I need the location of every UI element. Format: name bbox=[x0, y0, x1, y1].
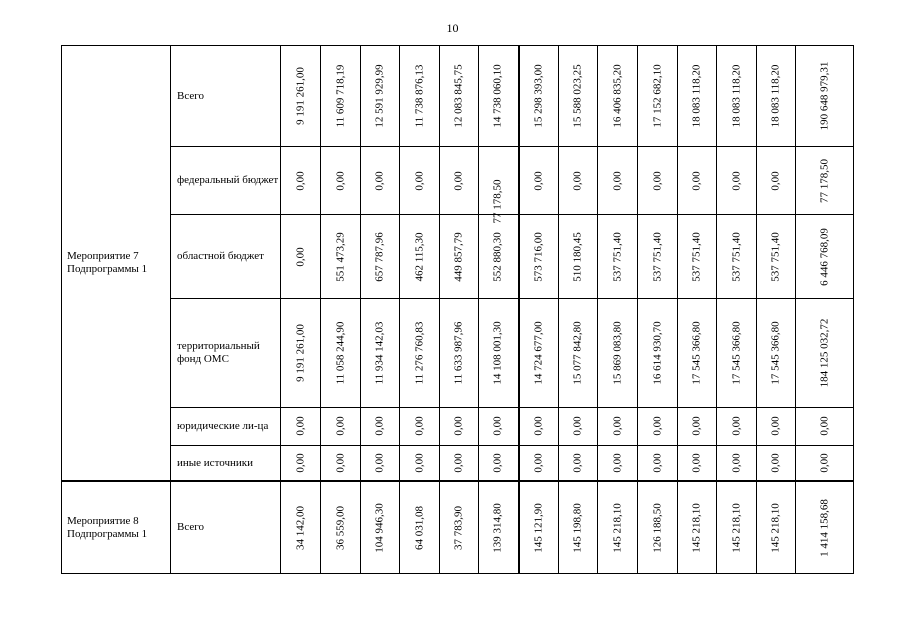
value-text: 77 178,50 bbox=[818, 158, 830, 203]
value-cell bbox=[598, 481, 638, 573]
value-text: 11 934 142,03 bbox=[373, 321, 386, 385]
value-cell bbox=[519, 445, 559, 481]
value-text: 145 218,10 bbox=[611, 502, 623, 553]
value-cell bbox=[598, 215, 638, 299]
value-cell bbox=[638, 147, 678, 215]
value-cell bbox=[479, 215, 519, 299]
value-cell bbox=[796, 407, 854, 445]
value-cell bbox=[440, 407, 479, 445]
value-text: 0,00 bbox=[690, 171, 703, 191]
value-cell bbox=[638, 215, 678, 299]
value-text: 537 751,40 bbox=[690, 232, 703, 282]
value-text: 15 588 023,25 bbox=[571, 64, 584, 128]
value-text: 0,00 bbox=[532, 453, 545, 473]
value-text: 657 787,96 bbox=[373, 232, 386, 282]
value-text: 17 152 682,10 bbox=[651, 64, 663, 128]
value-cell bbox=[757, 481, 796, 573]
value-text: 0,00 bbox=[611, 171, 623, 191]
value-cell bbox=[321, 445, 361, 481]
value-cell bbox=[361, 299, 400, 407]
value-text: 190 648 979,31 bbox=[818, 61, 830, 131]
value-text: 18 083 118,20 bbox=[690, 64, 703, 128]
value-cell bbox=[519, 215, 559, 299]
value-cell bbox=[678, 407, 717, 445]
value-text: 0,00 bbox=[818, 453, 830, 473]
value-cell bbox=[440, 147, 479, 215]
value-cell bbox=[400, 299, 440, 407]
table-row bbox=[62, 481, 854, 573]
value-cell bbox=[717, 445, 757, 481]
value-text: 573 716,00 bbox=[532, 232, 545, 282]
value-cell bbox=[321, 215, 361, 299]
value-cell bbox=[638, 445, 678, 481]
value-text: 15 298 393,00 bbox=[532, 64, 545, 128]
value-text: 0,00 bbox=[730, 453, 742, 473]
value-text: 34 142,00 bbox=[294, 505, 306, 550]
value-cell bbox=[281, 299, 321, 407]
value-text: 552 880,30 bbox=[491, 232, 504, 282]
value-text: 0,00 bbox=[571, 453, 584, 473]
value-text: 17 545 366,80 bbox=[769, 321, 782, 385]
value-text: 0,00 bbox=[651, 416, 663, 436]
value-cell bbox=[638, 299, 678, 407]
value-cell bbox=[559, 299, 598, 407]
table-row bbox=[62, 407, 854, 445]
value-text: 510 180,45 bbox=[571, 232, 584, 282]
value-text: 0,00 bbox=[373, 453, 386, 473]
value-cell bbox=[757, 215, 796, 299]
value-cell bbox=[440, 445, 479, 481]
value-text: 0,00 bbox=[769, 453, 782, 473]
funding-source-cell: федеральный бюджет bbox=[171, 147, 281, 215]
value-text: 145 218,10 bbox=[690, 502, 703, 553]
value-text: 0,00 bbox=[532, 416, 545, 436]
value-text: 11 058 244,90 bbox=[334, 321, 346, 385]
value-cell bbox=[519, 407, 559, 445]
funding-source-cell: юридические ли-ца bbox=[171, 407, 281, 445]
value-cell bbox=[479, 481, 519, 573]
value-text: 0,00 bbox=[491, 453, 504, 473]
value-text: 126 188,50 bbox=[651, 502, 663, 553]
value-cell bbox=[598, 147, 638, 215]
value-text: 0,00 bbox=[491, 416, 504, 436]
value-text: 0,00 bbox=[413, 171, 425, 191]
value-text: 0,00 bbox=[373, 416, 386, 436]
value-text: 0,00 bbox=[413, 416, 425, 436]
value-cell bbox=[281, 215, 321, 299]
value-text: 1 414 158,68 bbox=[818, 498, 830, 557]
value-text: 0,00 bbox=[651, 171, 663, 191]
funding-source-cell: Всего bbox=[171, 481, 281, 573]
value-text: 12 591 929,99 bbox=[373, 64, 386, 128]
value-cell bbox=[717, 481, 757, 573]
value-cell bbox=[598, 407, 638, 445]
value-cell bbox=[678, 147, 717, 215]
value-text: 18 083 118,20 bbox=[769, 64, 782, 128]
value-text: 0,00 bbox=[611, 416, 623, 436]
value-cell bbox=[598, 46, 638, 147]
value-cell bbox=[440, 481, 479, 573]
value-text: 0,00 bbox=[413, 453, 425, 473]
value-text: 0,00 bbox=[690, 416, 703, 436]
page-number: 10 bbox=[446, 21, 459, 35]
value-cell bbox=[361, 407, 400, 445]
value-text: 11 738 876,13 bbox=[413, 64, 425, 128]
value-cell bbox=[757, 299, 796, 407]
value-text: 0,00 bbox=[373, 171, 386, 191]
value-cell bbox=[400, 46, 440, 147]
value-text: 0,00 bbox=[334, 416, 346, 436]
value-cell bbox=[361, 147, 400, 215]
value-text: 18 083 118,20 bbox=[730, 64, 742, 128]
value-text: 0,00 bbox=[571, 416, 584, 436]
value-cell bbox=[479, 147, 519, 224]
value-cell bbox=[281, 46, 321, 147]
value-text: 537 751,40 bbox=[611, 232, 623, 282]
value-text: 14 108 001,30 bbox=[491, 321, 504, 385]
value-text: 0,00 bbox=[651, 453, 663, 473]
value-cell bbox=[757, 407, 796, 445]
value-text: 11 633 987,96 bbox=[452, 321, 465, 385]
value-cell bbox=[796, 445, 854, 481]
value-text: 0,00 bbox=[294, 247, 306, 267]
value-cell bbox=[796, 215, 854, 299]
value-text: 16 614 930,70 bbox=[651, 321, 663, 385]
value-cell bbox=[440, 299, 479, 407]
value-cell bbox=[796, 46, 854, 147]
value-cell bbox=[559, 46, 598, 147]
value-text: 36 559,00 bbox=[334, 505, 346, 550]
value-cell bbox=[400, 445, 440, 481]
value-text: 15 077 842,80 bbox=[571, 321, 584, 385]
value-text: 12 083 845,75 bbox=[452, 64, 465, 128]
value-cell bbox=[678, 481, 717, 573]
value-cell bbox=[361, 46, 400, 147]
value-cell bbox=[678, 46, 717, 147]
value-cell bbox=[757, 147, 796, 215]
value-text: 77 178,50 bbox=[491, 179, 504, 224]
value-cell bbox=[321, 299, 361, 407]
value-cell bbox=[321, 481, 361, 573]
value-text: 462 115,30 bbox=[413, 232, 425, 282]
value-text: 537 751,40 bbox=[769, 232, 782, 282]
value-text: 0,00 bbox=[334, 171, 346, 191]
value-text: 17 545 366,80 bbox=[690, 321, 703, 385]
value-cell bbox=[519, 46, 559, 147]
value-text: 0,00 bbox=[294, 416, 306, 436]
value-cell bbox=[281, 445, 321, 481]
value-cell bbox=[598, 445, 638, 481]
value-text: 14 724 677,00 bbox=[532, 321, 545, 385]
value-text: 0,00 bbox=[611, 453, 623, 473]
value-cell bbox=[638, 407, 678, 445]
value-cell bbox=[321, 147, 361, 215]
funding-source-cell: иные источники bbox=[171, 445, 281, 481]
value-cell bbox=[281, 147, 321, 215]
value-text: 449 857,79 bbox=[452, 232, 465, 282]
value-text: 0,00 bbox=[769, 171, 782, 191]
value-text: 17 545 366,80 bbox=[730, 321, 742, 385]
event-name-cell: Мероприятие 7 Подпрограммы 1 bbox=[62, 46, 171, 482]
value-cell bbox=[717, 299, 757, 407]
value-cell bbox=[796, 481, 854, 573]
value-cell bbox=[400, 407, 440, 445]
value-cell bbox=[638, 46, 678, 147]
value-text: 537 751,40 bbox=[730, 232, 742, 282]
value-cell bbox=[757, 445, 796, 481]
value-text: 0,00 bbox=[690, 453, 703, 473]
value-text: 184 125 032,72 bbox=[818, 318, 830, 388]
value-text: 0,00 bbox=[452, 453, 465, 473]
value-text: 15 869 083,80 bbox=[611, 321, 623, 385]
value-cell bbox=[717, 215, 757, 299]
value-text: 0,00 bbox=[730, 416, 742, 436]
value-cell bbox=[479, 445, 519, 481]
value-cell bbox=[717, 147, 757, 215]
value-text: 104 946,30 bbox=[373, 502, 386, 553]
value-cell bbox=[796, 299, 854, 407]
funding-source-cell: областной бюджет bbox=[171, 215, 281, 299]
value-cell bbox=[519, 481, 559, 573]
value-text: 16 406 835,20 bbox=[611, 64, 623, 128]
value-text: 37 783,90 bbox=[452, 505, 465, 550]
budget-table bbox=[61, 45, 854, 574]
value-cell bbox=[796, 147, 854, 215]
value-text: 0,00 bbox=[818, 416, 830, 436]
table-row bbox=[62, 299, 854, 407]
value-cell bbox=[519, 299, 559, 407]
value-cell bbox=[559, 147, 598, 215]
event-name-cell: Мероприятие 8 Подпрограммы 1 bbox=[62, 481, 171, 573]
value-cell bbox=[400, 481, 440, 573]
value-cell bbox=[440, 46, 479, 147]
value-cell bbox=[479, 299, 519, 407]
value-text: 0,00 bbox=[571, 171, 584, 191]
value-text: 145 198,80 bbox=[571, 502, 584, 553]
value-cell bbox=[361, 445, 400, 481]
value-text: 0,00 bbox=[294, 171, 306, 191]
value-text: 14 738 060,10 bbox=[491, 64, 504, 128]
value-text: 145 218,10 bbox=[730, 502, 742, 553]
value-cell bbox=[717, 46, 757, 147]
value-cell bbox=[479, 407, 519, 445]
funding-source-cell: территориальный фонд ОМС bbox=[171, 299, 281, 407]
value-cell bbox=[598, 299, 638, 407]
value-text: 11 609 718,19 bbox=[334, 64, 346, 128]
value-text: 145 121,90 bbox=[532, 502, 545, 553]
value-cell bbox=[638, 481, 678, 573]
value-cell bbox=[400, 215, 440, 299]
value-cell bbox=[757, 46, 796, 147]
value-cell bbox=[559, 215, 598, 299]
value-cell bbox=[559, 445, 598, 481]
table-row bbox=[62, 445, 854, 481]
value-text: 139 314,80 bbox=[491, 502, 504, 553]
value-text: 64 031,08 bbox=[413, 505, 425, 550]
value-cell bbox=[678, 445, 717, 481]
value-text: 9 191 261,00 bbox=[294, 67, 306, 125]
value-cell bbox=[678, 215, 717, 299]
value-cell bbox=[717, 407, 757, 445]
value-text: 9 191 261,00 bbox=[294, 324, 306, 382]
table-row bbox=[62, 147, 854, 215]
value-cell bbox=[281, 407, 321, 445]
table-row bbox=[62, 46, 854, 147]
value-text: 551 473,29 bbox=[334, 232, 346, 282]
value-cell bbox=[281, 481, 321, 573]
value-text: 0,00 bbox=[730, 171, 742, 191]
value-cell bbox=[479, 46, 519, 147]
value-cell bbox=[559, 407, 598, 445]
value-cell bbox=[519, 147, 559, 215]
value-cell bbox=[559, 481, 598, 573]
value-text: 0,00 bbox=[334, 453, 346, 473]
value-text: 0,00 bbox=[452, 416, 465, 436]
value-cell bbox=[321, 407, 361, 445]
value-text: 537 751,40 bbox=[651, 232, 663, 282]
value-text: 145 218,10 bbox=[769, 502, 782, 553]
table-row bbox=[62, 215, 854, 299]
value-text: 0,00 bbox=[532, 171, 545, 191]
value-cell bbox=[321, 46, 361, 147]
value-text: 11 276 760,83 bbox=[413, 321, 425, 385]
value-text: 0,00 bbox=[452, 171, 465, 191]
value-text: 6 446 768,09 bbox=[818, 228, 830, 286]
value-text: 0,00 bbox=[294, 453, 306, 473]
value-text: 0,00 bbox=[769, 416, 782, 436]
value-cell bbox=[440, 215, 479, 299]
value-cell bbox=[678, 299, 717, 407]
value-cell bbox=[361, 215, 400, 299]
value-cell bbox=[361, 481, 400, 573]
funding-source-cell: Всего bbox=[171, 46, 281, 147]
value-cell bbox=[400, 147, 440, 215]
